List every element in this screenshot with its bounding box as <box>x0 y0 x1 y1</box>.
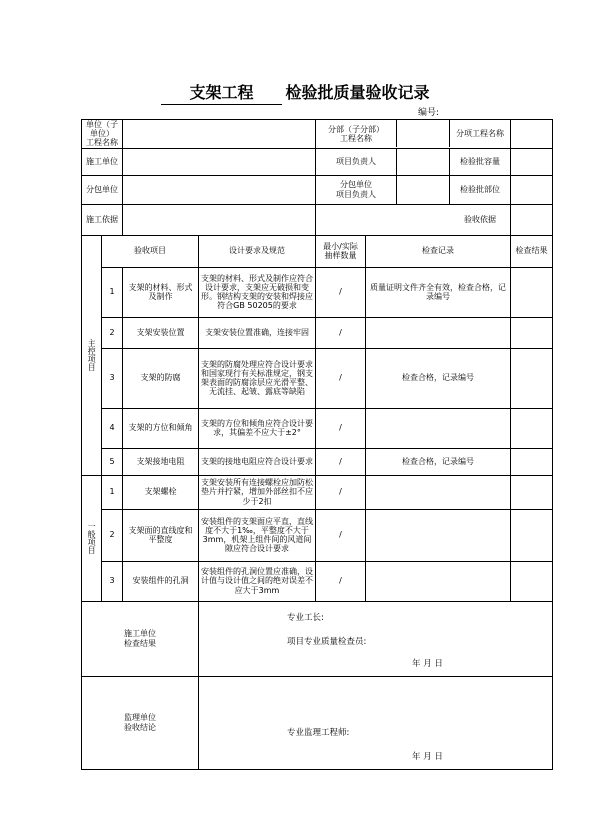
item-record[interactable] <box>366 561 511 601</box>
item-name: 支架面的直线度和平整度 <box>123 509 199 561</box>
item-number: 3 <box>102 561 123 601</box>
item-spec: 支架的防腐处理应符合设计要求和国家现行有关标准规定，钢支架表面的防腐涂层应光滑平整、无流挂、起皱、露底等缺陷 <box>199 348 316 408</box>
qc-inspector-label: 项目专业质量检查员: <box>287 636 367 647</box>
item-result[interactable] <box>511 408 553 448</box>
item-qty[interactable]: / <box>316 448 366 475</box>
subcontract-lead-value[interactable] <box>396 176 449 204</box>
col-header-result: 检查结果 <box>511 235 553 267</box>
batch-capacity-label: 检验批容量 <box>449 149 510 175</box>
item-qty[interactable]: / <box>316 267 366 317</box>
item-spec: 支架安装所有连接螺栓应加防松垫片并拧紧，增加外部丝扣不应少于2扣 <box>199 475 316 509</box>
item-result[interactable] <box>511 561 553 601</box>
item-name: 支架螺栓 <box>123 475 199 509</box>
supervision-check-area[interactable] <box>199 676 553 769</box>
unit-name-label: 单位（子单位） 工程名称 <box>82 120 123 149</box>
construction-date: 年 月 日 <box>412 658 443 669</box>
item-number: 1 <box>102 267 123 317</box>
construction-check-label: 施工单位 检查结果 <box>82 601 199 676</box>
subunit-name-label: 分部（子分部） 工程名称 <box>328 124 384 143</box>
item-name: 安装组件的孔洞 <box>123 561 199 601</box>
item-result[interactable] <box>511 267 553 317</box>
construction-basis-label: 施工依据 <box>82 204 123 235</box>
item-record[interactable] <box>366 317 511 348</box>
table-row <box>82 509 553 561</box>
subcontract-unit-label: 分包单位 <box>82 175 123 204</box>
item-result[interactable] <box>511 448 553 475</box>
item-result[interactable] <box>511 475 553 509</box>
subitem-name-label: 分项工程名称 <box>449 120 510 147</box>
item-qty[interactable]: / <box>316 475 366 509</box>
acceptance-basis-value[interactable] <box>511 204 553 235</box>
blank-basis-cell <box>316 205 450 235</box>
item-name: 支架的材料、形式及制作 <box>123 267 199 317</box>
item-spec: 支架的方位和倾角应符合设计要求，其偏差不应大于±2° <box>199 408 316 448</box>
subitem-name-value[interactable] <box>511 120 553 149</box>
item-qty[interactable]: / <box>316 408 366 448</box>
item-qty[interactable]: / <box>316 348 366 408</box>
table-row <box>82 267 553 317</box>
subcontract-lead-label: 分包单位 项目负责人 <box>336 180 376 199</box>
doc-number-label: 编号: <box>418 108 440 118</box>
item-number: 2 <box>102 317 123 348</box>
title-text: 检验批质量验收记录 <box>285 83 430 102</box>
construction-unit-label: 施工单位 <box>82 148 123 175</box>
construction-unit-value[interactable] <box>123 148 316 175</box>
item-spec: 支架的接地电阻应符合设计要求 <box>199 448 316 475</box>
item-result[interactable] <box>511 509 553 561</box>
item-qty[interactable]: / <box>316 509 366 561</box>
item-number: 5 <box>102 448 123 475</box>
unit-name-value[interactable] <box>123 120 316 149</box>
item-spec: 支架的材料、形式及制作应符合设计要求，支架应无破损和变形。钢结构支架的安装和焊接应符合GB 50205的要求 <box>199 267 316 317</box>
item-record[interactable]: 质量证明文件齐全有效，检查合格，记录编号 <box>366 267 511 317</box>
item-result[interactable] <box>511 317 553 348</box>
item-record[interactable] <box>366 475 511 509</box>
item-spec: 安装组件的支架面应平直，直线度不大于1‰，平整度不大于3mm，机架上组件间的风道间隙应符合设计要求 <box>199 509 316 561</box>
item-spec: 安装组件的孔洞位置应准确，设计值与设计值之间的绝对误差不应大于3mm <box>199 561 316 601</box>
general-group-label: 一般项目 <box>82 475 102 601</box>
construction-check-area[interactable] <box>199 601 553 676</box>
item-qty[interactable]: / <box>316 561 366 601</box>
construction-basis-value[interactable] <box>123 204 316 235</box>
table-row <box>82 475 553 509</box>
item-record[interactable]: 检查合格，记录编号 <box>366 448 511 475</box>
inspection-form-table <box>81 119 553 770</box>
batch-capacity-value[interactable] <box>511 148 553 175</box>
project-lead-value[interactable] <box>396 149 449 175</box>
item-qty[interactable]: / <box>316 317 366 348</box>
page-title <box>0 80 591 105</box>
table-row <box>82 348 553 408</box>
subcontract-unit-value[interactable] <box>123 175 316 204</box>
acceptance-basis-label: 验收依据 <box>464 214 496 224</box>
col-header-record: 检查记录 <box>366 235 511 267</box>
item-name: 支架安装位置 <box>123 317 199 348</box>
table-row <box>82 408 553 448</box>
item-name: 支架的方位和倾角 <box>123 408 199 448</box>
batch-location-value[interactable] <box>511 175 553 204</box>
table-row <box>82 561 553 601</box>
batch-location-label: 检验批部位 <box>449 176 510 204</box>
project-lead-label: 项目负责人 <box>336 156 376 166</box>
item-number: 1 <box>102 475 123 509</box>
subunit-name-value[interactable] <box>396 120 449 147</box>
foreman-label: 专业工长: <box>287 612 324 623</box>
supervision-date: 年 月 日 <box>412 751 443 762</box>
supervision-check-label: 监理单位 验收结论 <box>82 676 199 769</box>
table-row <box>82 448 553 475</box>
item-record[interactable] <box>366 408 511 448</box>
col-header-item: 验收项目 <box>102 235 199 267</box>
item-spec: 支架安装位置准确，连接牢固 <box>199 317 316 348</box>
col-header-spec: 设计要求及规范 <box>199 235 316 267</box>
item-number: 4 <box>102 408 123 448</box>
item-number: 3 <box>102 348 123 408</box>
col-header-qty: 最小/实际 抽样数量 <box>316 235 366 267</box>
item-number: 2 <box>102 509 123 561</box>
item-record[interactable] <box>366 509 511 561</box>
item-name: 支架的防腐 <box>123 348 199 408</box>
supervision-engineer-label: 专业监理工程师: <box>287 727 350 738</box>
item-record[interactable]: 检查合格，记录编号 <box>366 348 511 408</box>
item-result[interactable] <box>511 348 553 408</box>
item-name: 支架接地电阻 <box>123 448 199 475</box>
main-control-group-label: 主控项目 <box>82 235 102 475</box>
title-project-name: 支架工程 <box>161 80 281 105</box>
table-row <box>82 317 553 348</box>
